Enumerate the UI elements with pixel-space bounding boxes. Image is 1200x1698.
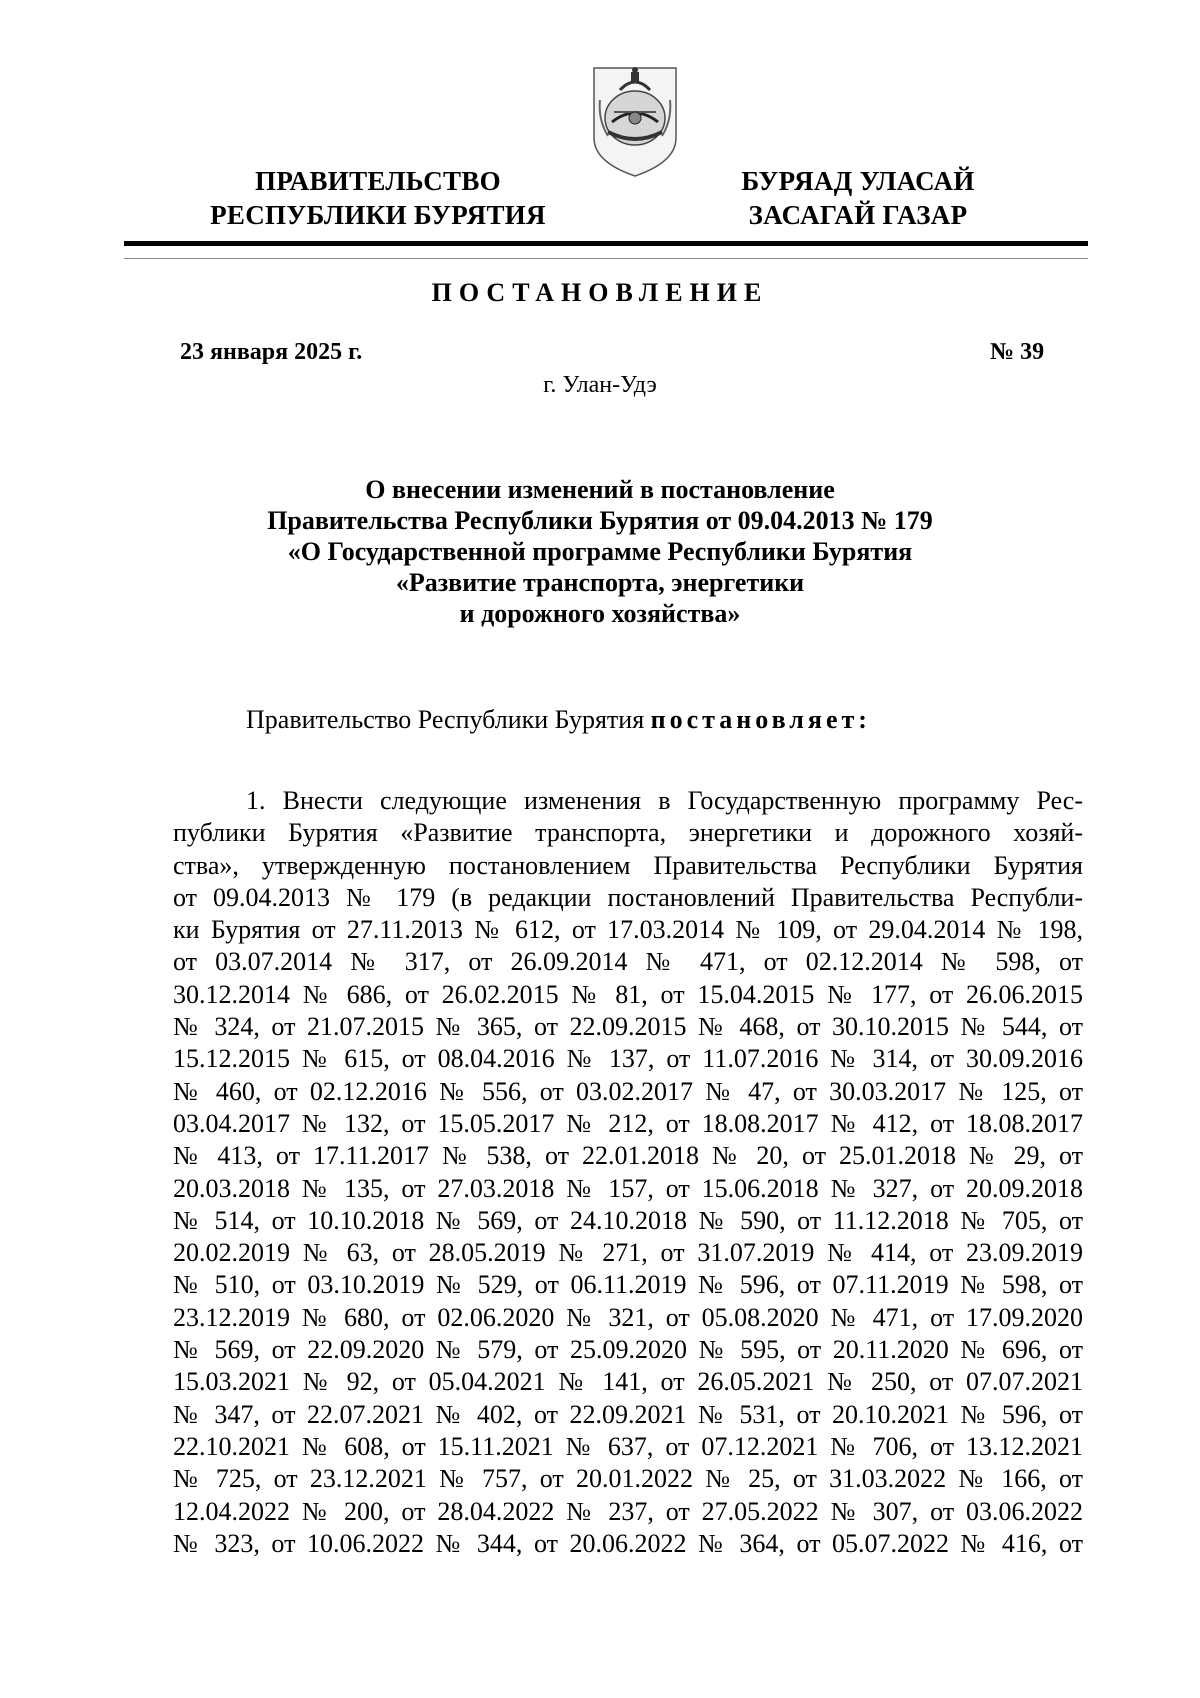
body-line: ки Бурятия от 27.11.2013 № 612, от 17.03.2014 № 109, от 29.04.2014 № 198, (173, 915, 1083, 945)
title-line: «О Государственной программе Республики Бурятия (287, 537, 913, 566)
body-line: публики Бурятия «Развитие транспорта, энергетики и дорожного хозяй- (173, 818, 1083, 848)
body-line: 23.12.2019 № 680, от 02.06.2020 № 321, от 05.08.2020 № 471, от 17.09.2020 (173, 1302, 1083, 1332)
document-city: г. Улан-Удэ (543, 372, 657, 398)
body-line: 15.12.2015 № 615, от 08.04.2016 № 137, от 11.07.2016 № 314, от 30.09.2016 (173, 1044, 1083, 1074)
body-line: от 03.07.2014 № 317, от 26.09.2014 № 471, от 02.12.2014 № 598, от (173, 947, 1083, 977)
title-line: «Развитие транспорта, энергетики (395, 568, 805, 597)
document-type: ПОСТАНОВЛЕНИЕ (431, 278, 769, 307)
document-body (173, 785, 1083, 1560)
body-line: 12.04.2022 № 200, от 28.04.2022 № 237, от 27.05.2022 № 307, от 03.06.2022 (173, 1496, 1083, 1526)
resolution-prefix: Правительство Республики Бурятия (246, 705, 645, 734)
org-name-line: ПРАВИТЕЛЬСТВО (255, 166, 501, 196)
body-line: № 324, от 21.07.2015 № 365, от 22.09.2015 № 468, от 30.10.2015 № 544, от (173, 1012, 1083, 1042)
document-title (150, 474, 1050, 629)
body-line: 20.03.2018 № 135, от 27.03.2018 № 157, от 15.06.2018 № 327, от 20.09.2018 (173, 1173, 1083, 1203)
body-line: ства», утвержденную постановлением Правительства Республики Бурятия (173, 850, 1083, 880)
title-line: О внесении изменений в постановление (365, 475, 835, 504)
body-line: 20.02.2019 № 63, от 28.05.2019 № 271, от 31.07.2019 № 414, от 23.09.2019 (173, 1238, 1083, 1268)
org-name-russian (168, 164, 588, 232)
document-date: 23 января 2025 г. (180, 339, 363, 365)
resolution-keyword: постановляет: (650, 705, 871, 734)
body-line: 22.10.2021 № 608, от 15.11.2021 № 637, от 07.12.2021 № 706, от 13.12.2021 (173, 1431, 1083, 1461)
org-name-line: РЕСПУБЛИКИ БУРЯТИЯ (210, 200, 546, 230)
org-name-line: ЗАСАГАЙ ГАЗАР (748, 200, 968, 230)
coat-of-arms-icon (590, 60, 680, 178)
body-line: № 460, от 02.12.2016 № 556, от 03.02.2017 № 47, от 30.03.2017 № 125, от (173, 1076, 1083, 1106)
body-line: 03.04.2017 № 132, от 15.05.2017 № 212, от 18.08.2017 № 412, от 18.08.2017 (173, 1108, 1083, 1138)
org-name-buryat (698, 164, 1018, 232)
body-line: № 413, от 17.11.2017 № 538, от 22.01.2018 № 20, от 25.01.2018 № 29, от (173, 1141, 1083, 1171)
org-name-line: БУРЯАД УЛАСАЙ (741, 166, 975, 196)
body-line: № 323, от 10.06.2022 № 344, от 20.06.2022 № 364, от 05.07.2022 № 416, от (173, 1528, 1083, 1558)
body-line: 1. Внести следующие изменения в Государственную программу Рес- (246, 786, 1083, 815)
header-divider-thick (124, 241, 1088, 246)
body-line: № 514, от 10.10.2018 № 569, от 24.10.2018 № 590, от 11.12.2018 № 705, от (173, 1205, 1083, 1235)
body-line: № 569, от 22.09.2020 № 579, от 25.09.2020 № 595, от 20.11.2020 № 696, от (173, 1335, 1083, 1365)
document-number: № 39 (990, 339, 1045, 365)
header-divider-thin (124, 258, 1088, 259)
resolution-phrase (246, 705, 871, 735)
title-line: Правительства Республики Бурятия от 09.04.2013 № 179 (267, 506, 933, 535)
body-line: № 510, от 03.10.2019 № 529, от 06.11.2019 № 596, от 07.11.2019 № 598, от (173, 1270, 1083, 1300)
body-line: № 347, от 22.07.2021 № 402, от 22.09.2021 № 531, от 20.10.2021 № 596, от (173, 1399, 1083, 1429)
body-line: 30.12.2014 № 686, от 26.02.2015 № 81, от 15.04.2015 № 177, от 26.06.2015 (173, 979, 1083, 1009)
body-line: № 725, от 23.12.2021 № 757, от 20.01.2022 № 25, от 31.03.2022 № 166, от (173, 1464, 1083, 1494)
title-line: и дорожного хозяйства» (459, 599, 741, 628)
body-line: 15.03.2021 № 92, от 05.04.2021 № 141, от 26.05.2021 № 250, от 07.07.2021 (173, 1367, 1083, 1397)
body-line: от 09.04.2013 № 179 (в редакции постановлений Правительства Республи- (173, 882, 1083, 912)
